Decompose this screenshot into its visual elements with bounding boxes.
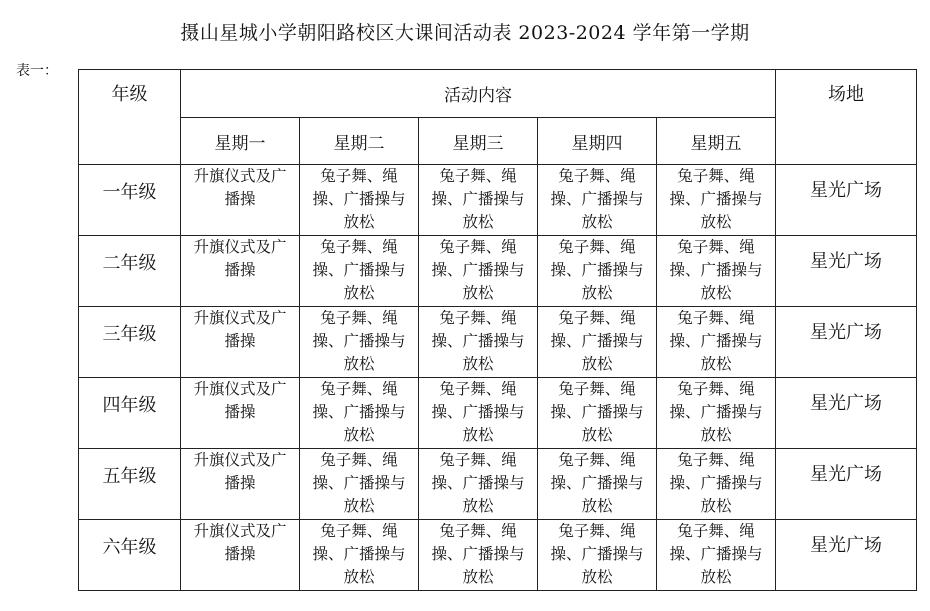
day-header-wednesday: 星期三 xyxy=(419,118,538,165)
activity-cell: 兔子舞、绳操、广播操与放松 xyxy=(538,520,657,591)
venue-cell: 星光广场 xyxy=(776,378,917,449)
activity-cell: 兔子舞、绳操、广播操与放松 xyxy=(300,165,419,236)
activity-schedule-table xyxy=(78,69,917,591)
venue-cell: 星光广场 xyxy=(776,165,917,236)
activity-cell: 兔子舞、绳操、广播操与放松 xyxy=(538,236,657,307)
activity-cell: 兔子舞、绳操、广播操与放松 xyxy=(300,307,419,378)
venue-cell: 星光广场 xyxy=(776,449,917,520)
table-row xyxy=(79,307,917,378)
activity-cell: 兔子舞、绳操、广播操与放松 xyxy=(419,307,538,378)
activity-cell: 兔子舞、绳操、广播操与放松 xyxy=(300,449,419,520)
activity-cell: 兔子舞、绳操、广播操与放松 xyxy=(419,449,538,520)
table-row xyxy=(79,165,917,236)
activity-cell: 升旗仪式及广播操 xyxy=(181,165,300,236)
day-header-friday: 星期五 xyxy=(657,118,776,165)
activity-cell: 升旗仪式及广播操 xyxy=(181,520,300,591)
activity-cell: 兔子舞、绳操、广播操与放松 xyxy=(300,520,419,591)
document-title: 摄山星城小学朝阳路校区大课间活动表 2023-2024 学年第一学期 xyxy=(180,22,750,44)
activity-cell: 兔子舞、绳操、广播操与放松 xyxy=(419,520,538,591)
activity-content-header: 活动内容 xyxy=(181,70,776,118)
table-caption: 表一： xyxy=(16,63,58,79)
activity-cell: 兔子舞、绳操、广播操与放松 xyxy=(657,378,776,449)
activity-cell: 兔子舞、绳操、广播操与放松 xyxy=(538,307,657,378)
table-row xyxy=(79,378,917,449)
grade-cell: 六年级 xyxy=(79,520,181,591)
activity-cell: 兔子舞、绳操、广播操与放松 xyxy=(538,165,657,236)
activity-cell: 升旗仪式及广播操 xyxy=(181,449,300,520)
venue-cell: 星光广场 xyxy=(776,307,917,378)
activity-cell: 兔子舞、绳操、广播操与放松 xyxy=(419,378,538,449)
grade-cell: 四年级 xyxy=(79,378,181,449)
table-row xyxy=(79,520,917,591)
activity-cell: 兔子舞、绳操、广播操与放松 xyxy=(657,449,776,520)
activity-cell: 升旗仪式及广播操 xyxy=(181,378,300,449)
grade-header: 年级 xyxy=(79,70,181,165)
activity-cell: 兔子舞、绳操、广播操与放松 xyxy=(538,378,657,449)
day-header-tuesday: 星期二 xyxy=(300,118,419,165)
activity-cell: 兔子舞、绳操、广播操与放松 xyxy=(300,378,419,449)
venue-cell: 星光广场 xyxy=(776,520,917,591)
venue-cell: 星光广场 xyxy=(776,236,917,307)
venue-header: 场地 xyxy=(776,70,917,165)
activity-cell: 兔子舞、绳操、广播操与放松 xyxy=(419,236,538,307)
grade-cell: 二年级 xyxy=(79,236,181,307)
grade-cell: 五年级 xyxy=(79,449,181,520)
activity-cell: 兔子舞、绳操、广播操与放松 xyxy=(419,165,538,236)
activity-cell: 升旗仪式及广播操 xyxy=(181,307,300,378)
day-header-thursday: 星期四 xyxy=(538,118,657,165)
activity-cell: 兔子舞、绳操、广播操与放松 xyxy=(300,236,419,307)
activity-cell: 兔子舞、绳操、广播操与放松 xyxy=(538,449,657,520)
activity-cell: 兔子舞、绳操、广播操与放松 xyxy=(657,165,776,236)
activity-cell: 兔子舞、绳操、广播操与放松 xyxy=(657,236,776,307)
table-row xyxy=(79,449,917,520)
activity-cell: 兔子舞、绳操、广播操与放松 xyxy=(657,520,776,591)
activity-cell: 兔子舞、绳操、广播操与放松 xyxy=(657,307,776,378)
grade-cell: 三年级 xyxy=(79,307,181,378)
table-row xyxy=(79,236,917,307)
grade-cell: 一年级 xyxy=(79,165,181,236)
activity-cell: 升旗仪式及广播操 xyxy=(181,236,300,307)
day-header-monday: 星期一 xyxy=(181,118,300,165)
